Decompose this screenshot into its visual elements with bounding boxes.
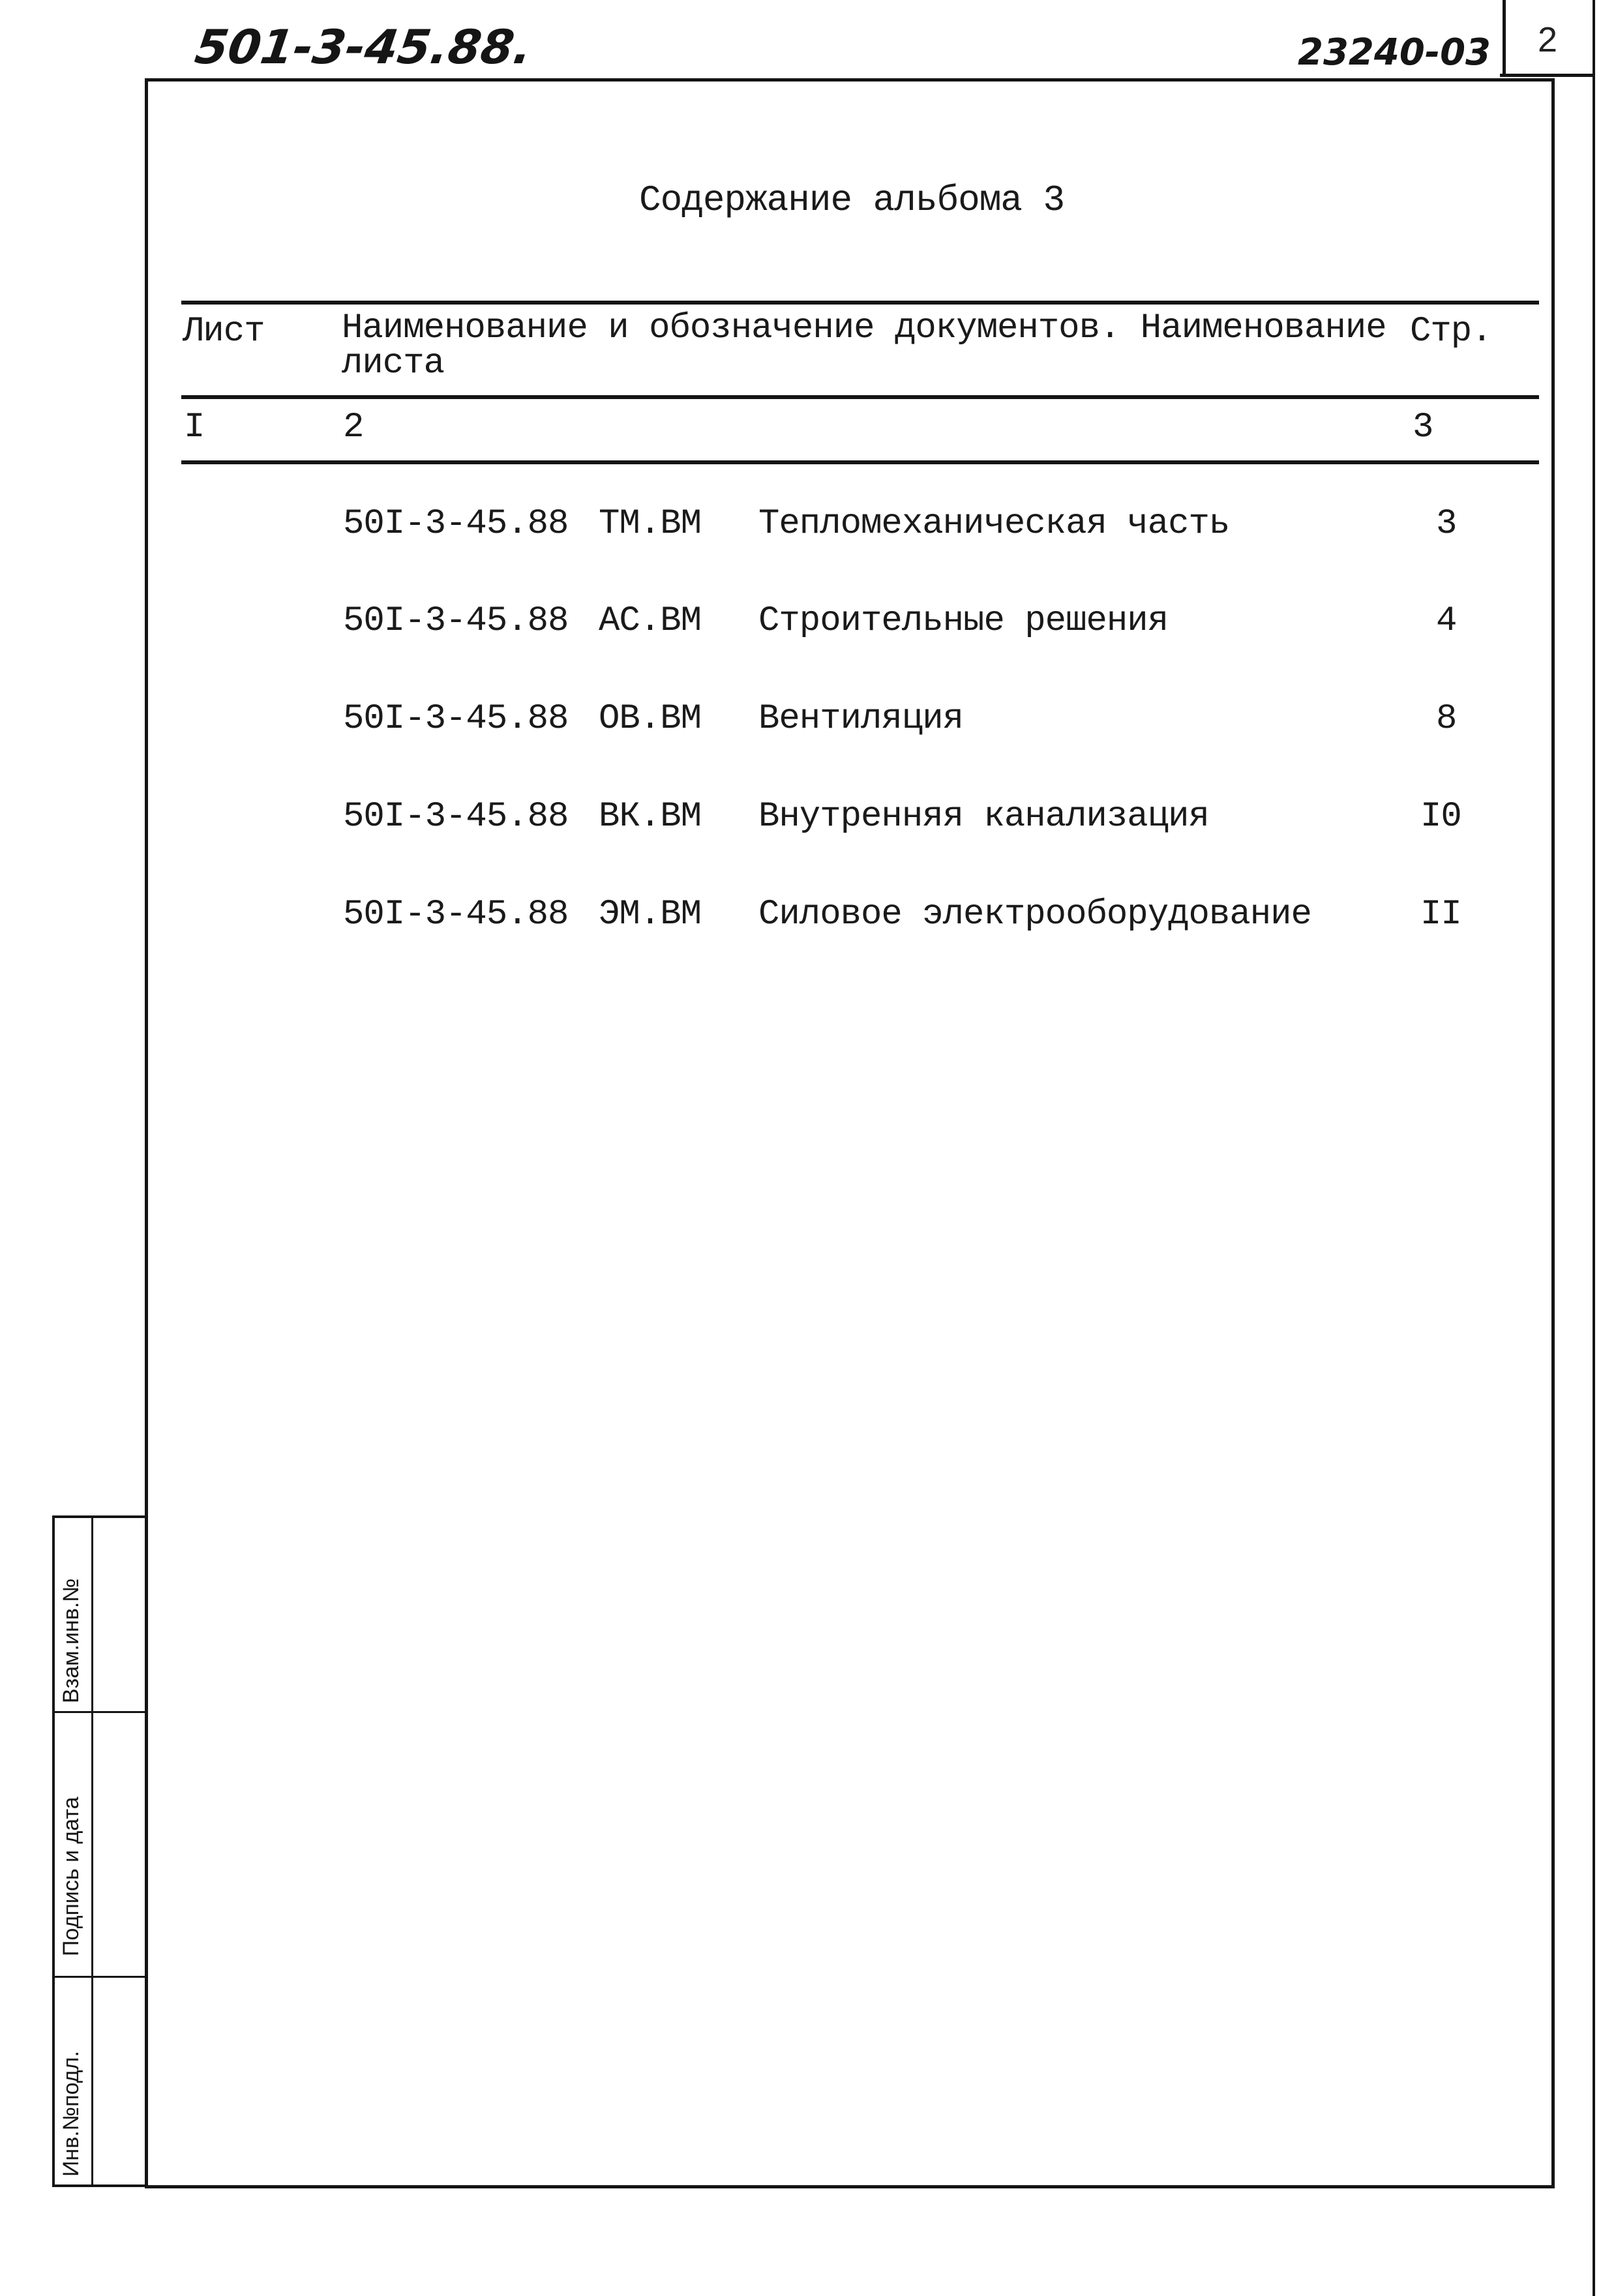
row-code: 50I-3-45.88 — [343, 601, 569, 641]
row-name: Вентиляция — [758, 699, 964, 739]
column-header-name: Наименование и обозначение документов. Наименование — [342, 308, 1386, 348]
column-index-sheet: I — [184, 408, 205, 447]
stamp-column-divider — [91, 1515, 93, 2184]
table-index-rule — [181, 460, 1539, 464]
row-code: 50I-3-45.88 — [343, 504, 569, 544]
column-index-page: 3 — [1413, 408, 1433, 447]
stamp-label-replaced-inv: Взам.инв.№ — [59, 1578, 83, 1703]
table-top-rule — [181, 301, 1539, 305]
column-header-sheet: Лист — [183, 312, 265, 351]
row-page: 3 — [1436, 504, 1457, 544]
sheet-number: 2 — [1538, 20, 1558, 59]
row-page: 4 — [1436, 601, 1457, 641]
outer-right-line — [1593, 0, 1595, 2296]
row-code: 50I-3-45.88 — [343, 797, 569, 837]
header-bottom-line — [1500, 74, 1595, 77]
row-mark: АС.ВМ — [599, 601, 702, 641]
row-code: 50I-3-45.88 — [343, 895, 569, 934]
row-mark: ТМ.ВМ — [599, 504, 702, 544]
row-name: Внутренняя канализация — [758, 797, 1209, 837]
stamp-label-signature-date: Подпись и дата — [59, 1797, 83, 1956]
column-index-name: 2 — [343, 408, 364, 447]
column-header-name-cont: листа — [342, 344, 445, 383]
row-name: Силовое электрооборудование — [758, 895, 1311, 934]
row-code: 50I-3-45.88 — [343, 699, 569, 739]
row-page: 8 — [1436, 699, 1457, 739]
stamp-label-original-inv: Инв.№подл. — [59, 2051, 83, 2177]
row-page: II — [1420, 895, 1461, 934]
row-name: Строительные решения — [758, 601, 1169, 641]
row-mark: ОВ.ВМ — [599, 699, 702, 739]
row-name: Тепломеханическая часть — [758, 504, 1230, 544]
page-title: Содержание альбома 3 — [639, 179, 1065, 221]
series-code: 501-3-45.88. — [192, 20, 536, 74]
row-page: I0 — [1420, 797, 1461, 837]
stamp-divider-1 — [52, 1711, 145, 1713]
document-number: 23240-03 — [1298, 31, 1491, 74]
stamp-divider-2 — [52, 1976, 145, 1978]
row-mark: ЭМ.ВМ — [599, 895, 702, 934]
sheet-number-divider — [1503, 0, 1506, 76]
table-header-rule — [181, 395, 1539, 399]
column-header-page: Стр. — [1410, 312, 1492, 351]
row-mark: ВК.ВМ — [599, 797, 702, 837]
